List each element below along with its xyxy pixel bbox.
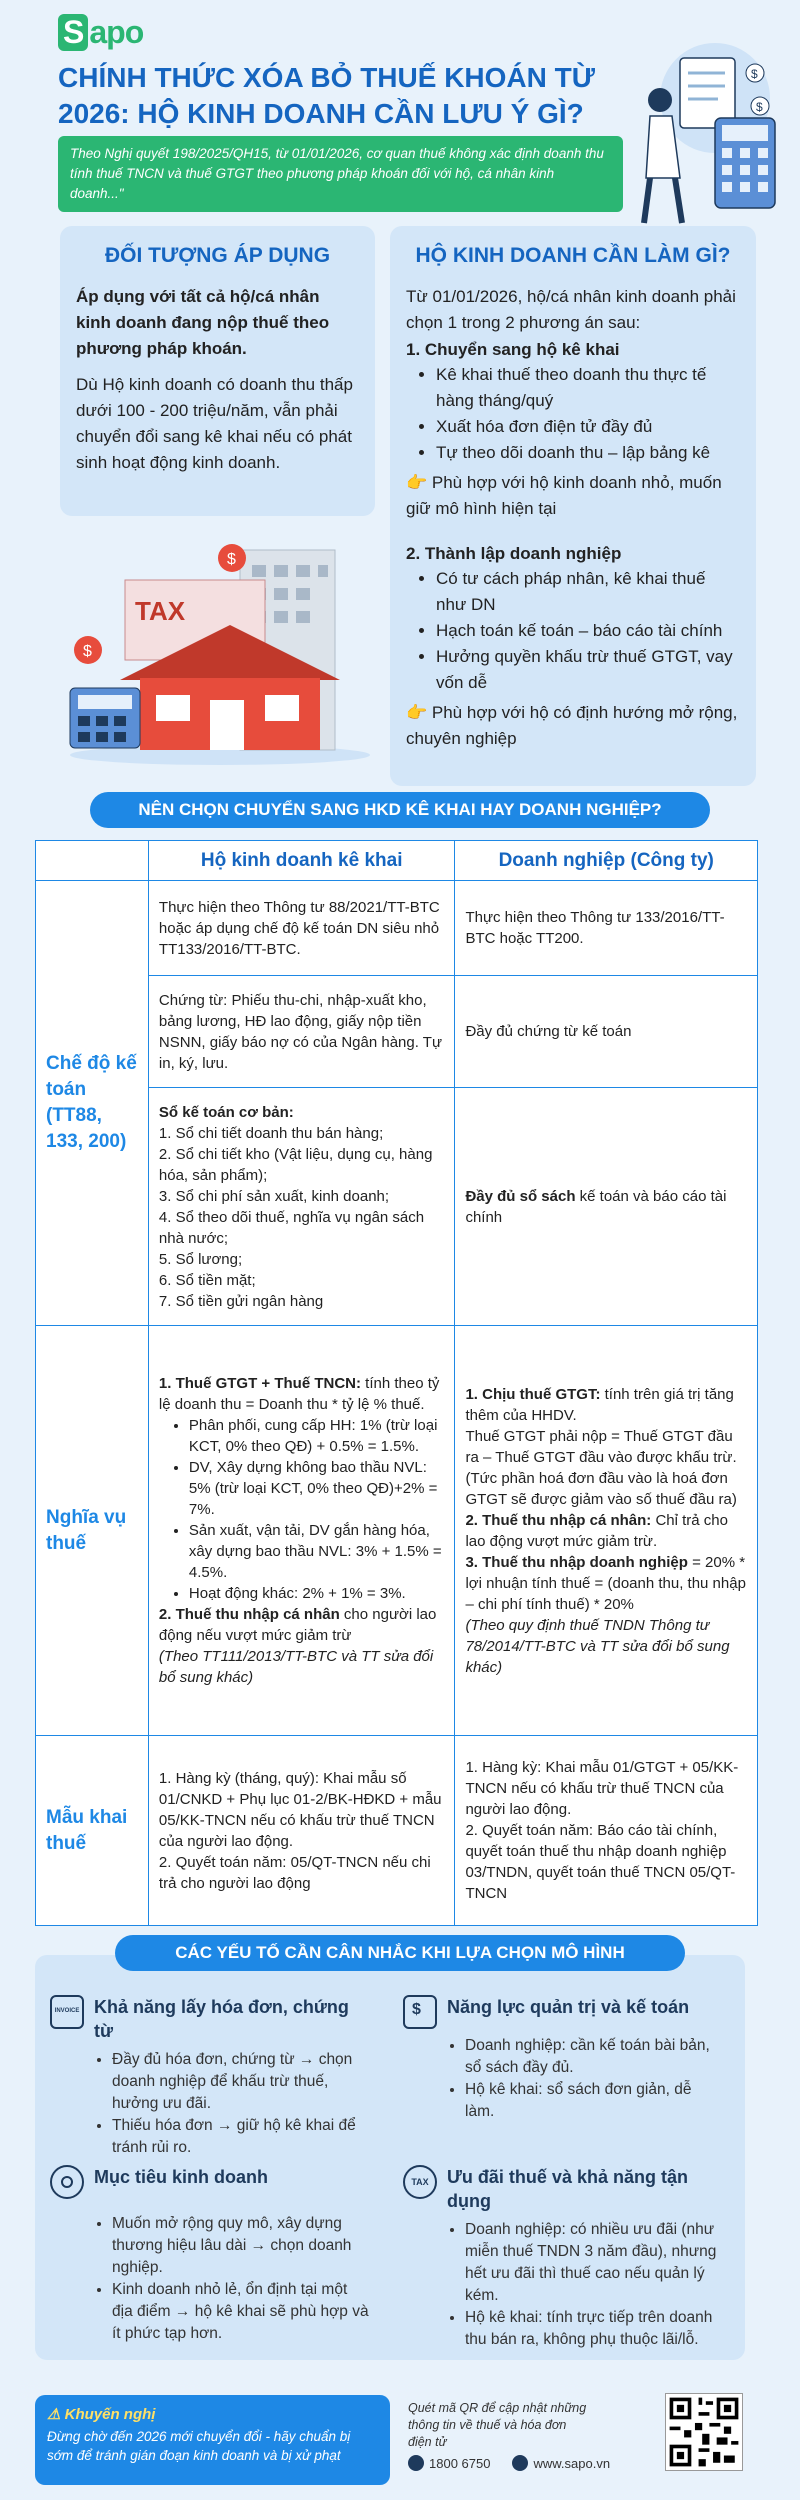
cell: [455, 1326, 758, 1736]
cell-bold: Đầy đủ sổ sách: [465, 1187, 576, 1205]
comparison-table: [35, 840, 758, 1926]
option1-list: [406, 362, 740, 466]
list-item: • Doanh nghiệp: có nhiều ưu đãi (như miễn thuế TNDN 3 năm đầu), nhưng hết ưu đãi thì thuế cao nếu quản lý kém.: [465, 2219, 723, 2307]
list-item: • Hạch toán kế toán – báo cáo tài chính: [436, 618, 740, 644]
target-icon: [50, 2165, 84, 2199]
cell: [148, 1326, 455, 1736]
invoice-icon: INVOICE: [50, 1995, 84, 2029]
list-item: 6. Sổ tiền mặt;: [158, 1271, 256, 1289]
list-item: 5. Sổ lương;: [158, 1250, 243, 1268]
cell-text: tính trên giá trị tăng thêm của HHDV.: [465, 1385, 734, 1424]
svg-text:$: $: [83, 643, 92, 660]
cell: Chứng từ: Phiếu thu-chi, nhập-xuất kho, bảng lương, HĐ lao động, giấy nộp tiền NSNN, giấy báo nợ có của Ngân hàng. Tự in, ký, lưu.: [148, 976, 455, 1088]
list-item: 7. Sổ tiền gửi ngân hàng: [158, 1292, 324, 1310]
list-item: 1. Sổ chi tiết doanh thu bán hàng;: [158, 1124, 384, 1142]
list-item: • Đầy đủ hóa đơn, chứng từ → chọn doanh nghiệp để khấu trừ thuế, hưởng ưu đãi.: [112, 2049, 370, 2115]
calculator-illustration: [620, 28, 780, 228]
list-item: • DV, Xây dựng không bao thầu NVL: 5% (trừ loại KCT, 0% theo QĐ)+2% = 7%.: [189, 1457, 445, 1520]
factor-title: Khả năng lấy hóa đơn, chứng từ: [94, 1997, 349, 2041]
list-item: • Doanh nghiệp: cần kế toán bài bản, sổ sách đầy đủ.: [465, 2035, 723, 2079]
svg-text:$: $: [756, 100, 763, 114]
list-item: • Muốn mở rộng quy mô, xây dựng thương hiệu lâu dài → chọn doanh nghiệp.: [112, 2213, 370, 2279]
sapo-logo-mark: S: [58, 14, 88, 51]
subjects-p2: Dù Hộ kinh doanh có doanh thu thấp dưới 100 - 200 triệu/năm, vẫn phải chuyển đổi sang kê khai nếu có phát sinh hoạt động kinh doanh.: [76, 375, 353, 472]
rate-list: [159, 1415, 445, 1604]
subjects-card: [60, 226, 375, 516]
cell-text: 1. Hàng kỳ: Khai mẫu 01/GTGT + 05/KK-TNCN nếu có khấu trừ thuế TNCN của người lao động.: [465, 1759, 739, 1818]
house-tax-illustration: [60, 540, 380, 770]
advice-text: Đừng chờ đến 2026 mới chuyển đổi - hãy chuẩn bị sớm để tránh gián đoạn kinh doanh và bị xử phạt: [47, 2429, 351, 2463]
cell: [148, 1088, 455, 1326]
list-item: 3. Sổ chi phí sản xuất, kinh doanh;: [158, 1187, 390, 1205]
subjects-title: ĐỐI TƯỢNG ÁP DỤNG: [104, 244, 331, 267]
list-item: • Kinh doanh nhỏ lẻ, ổn định tại một địa điểm → hộ kê khai sẽ phù hợp và ít phức tạp hơn.: [112, 2279, 370, 2345]
table-row: [36, 881, 758, 976]
cell: Đầy đủ chứng từ kế toán: [455, 976, 758, 1088]
cell-text: Thuế GTGT phải nộp = Thuế GTGT đầu ra – Thuế GTGT đầu vào được khấu trừ.: [465, 1427, 737, 1466]
cell-note: (Theo quy định thuế TNDN Thông tư 78/2014/TT-BTC và TT sửa đổi bổ sung khác): [465, 1616, 730, 1676]
row-label-accounting: Chế độ kế toán (TT88, 133, 200): [36, 881, 149, 1326]
header-hkd: Hộ kinh doanh kê khai: [148, 841, 455, 881]
list-item: • Thiếu hóa đơn → giữ hộ kê khai để tránh rủi ro.: [112, 2115, 370, 2159]
contact-info: [408, 2455, 610, 2471]
cell-text: (Tức phần hoá đơn đầu vào là hoá đơn GTGT sẽ được giảm vào số thuế đầu ra): [465, 1469, 737, 1508]
list-item: • Có tư cách pháp nhân, kê khai thuế như DN: [436, 566, 740, 618]
svg-text:TAX: TAX: [135, 596, 186, 626]
svg-text:$: $: [227, 551, 236, 568]
todo-card: [390, 226, 756, 786]
cell-text: 2. Quyết toán năm: 05/QT-TNCN nếu chi trả cho người lao động: [158, 1853, 431, 1892]
cell-bold: 1. Chịu thuế GTGT:: [465, 1385, 601, 1403]
factor-goal: [50, 2165, 370, 2345]
cell-text: 2. Quyết toán năm: Báo cáo tài chính, quyết toán thuế thu nhập doanh nghiệp 03/TNDN, quyết toán thuế TNCN 05/QT-TNCN: [465, 1822, 736, 1902]
todo-title: HỘ KINH DOANH CẦN LÀM GÌ?: [415, 244, 731, 267]
cell: Thực hiện theo Thông tư 88/2021/TT-BTC hoặc áp dụng chế độ kế toán DN siêu nhỏ TT133/2016/TT-BTC.: [148, 881, 455, 976]
list-item: • Xuất hóa đơn điện tử đầy đủ: [436, 414, 740, 440]
factors-banner: CÁC YẾU TỐ CẦN CÂN NHẮC KHI LỰA CHỌN MÔ HÌNH: [115, 1935, 685, 1971]
page-title: CHÍNH THỨC XÓA BỎ THUẾ KHOÁN TỪ 2026: HỘ KINH DOANH CẦN LƯU Ý GÌ?: [58, 62, 595, 129]
factor-incentive: [403, 2165, 723, 2351]
factor-management: [403, 1995, 723, 2123]
accounting-icon: $: [403, 1995, 437, 2029]
factor-title: Mục tiêu kinh doanh: [94, 2167, 268, 2187]
factors-panel: [35, 1955, 745, 2360]
cell-note: (Theo TT111/2013/TT-BTC và TT sửa đổi bổ sung khác): [158, 1648, 434, 1686]
cell-text: kế toán và báo cáo tài chính: [465, 1187, 727, 1226]
cell-text: 1. Hàng kỳ (tháng, quý): Khai mẫu số 01/CNKD + Phụ lục 01-2/BK-HĐKD + mẫu 05/KK-TNCN nếu có khấu trừ thuế TNCN của người lao động.: [158, 1769, 442, 1850]
cell-bold: 2. Thuế thu nhập cá nhân:: [465, 1511, 652, 1529]
phone-icon: [408, 2455, 424, 2471]
phone-number: 1800 6750: [429, 2456, 491, 2471]
sapo-logo: S apo: [58, 14, 143, 51]
list-item: • Sản xuất, vận tải, DV gắn hàng hóa, xây dựng bao thầu NVL: 3% + 1.5% = 4.5%.: [189, 1520, 445, 1583]
cell: Thực hiện theo Thông tư 133/2016/TT-BTC hoặc TT200.: [455, 881, 758, 976]
phone[interactable]: [408, 2455, 490, 2471]
list-item: • Hưởng quyền khấu trừ thuế GTGT, vay vốn dễ: [436, 644, 740, 696]
factor-title: Ưu đãi thuế và khả năng tận dụng: [447, 2167, 688, 2211]
advice-box: [35, 2395, 390, 2485]
svg-text:$: $: [751, 67, 758, 81]
list-item: 4. Sổ theo dõi thuế, nghĩa vụ ngân sách nhà nước;: [158, 1208, 425, 1247]
cell-bold: 1. Thuế GTGT + Thuế TNCN:: [158, 1375, 361, 1392]
qr-code[interactable]: [665, 2393, 743, 2471]
factor-invoice: [50, 1995, 370, 2159]
cell: [455, 1736, 758, 1926]
empty-header-cell: [36, 841, 149, 881]
list-item: • Hoạt động khác: 2% + 1% = 3%.: [189, 1583, 445, 1604]
cell-title: Sổ kế toán cơ bản:: [158, 1103, 294, 1121]
cell-text: Chỉ trả cho lao động vượt mức giảm trừ.: [465, 1511, 728, 1550]
qr-caption: Quét mã QR để cập nhật những thông tin về thuế và hóa đơn điện tử: [408, 2401, 587, 2449]
table-header-row: [36, 841, 758, 881]
header-dn: Doanh nghiệp (Công ty): [455, 841, 758, 881]
cell-text: = 20% * lợi nhuận tính thuế = (doanh thu, thu nhập – chi phí tính thuế) * 20%: [465, 1553, 746, 1613]
table-row: [36, 1736, 758, 1926]
row-label-forms: Mẫu khai thuế: [36, 1736, 149, 1926]
cell: [455, 1088, 758, 1326]
website-link: www.sapo.vn: [533, 2456, 611, 2471]
list-item: 2. Sổ chi tiết kho (Vật liệu, dụng cụ, hàng hóa, sản phẩm);: [158, 1145, 433, 1184]
cell-text: cho người lao động nếu vượt mức giảm trừ: [158, 1606, 437, 1644]
row-label-tax: Nghĩa vụ thuế: [36, 1326, 149, 1736]
subjects-p1: Áp dụng với tất cả hộ/cá nhân kinh doanh đang nộp thuế theo phương pháp khoán.: [76, 287, 330, 358]
cell: [148, 1736, 455, 1926]
list-item: • Tự theo dõi doanh thu – lập bảng kê: [436, 440, 740, 466]
option2-list: [406, 566, 740, 696]
advice-title: ⚠ Khuyến nghị: [47, 2406, 156, 2423]
cell-bold: 3. Thuế thu nhập doanh nghiệp: [465, 1553, 688, 1571]
list-item: • Kê khai thuế theo doanh thu thực tế hàng tháng/quý: [436, 362, 740, 414]
factor-title: Năng lực quản trị và kế toán: [447, 1997, 690, 2017]
intro-text: Theo Nghị quyết 198/2025/QH15, từ 01/01/2026, cơ quan thuế không xác định doanh thu tính thuế TNCN và thuế GTGT theo phương pháp khoán đối với hộ, cá nhân kinh doanh...": [58, 136, 623, 212]
tax-icon: TAX: [403, 2165, 437, 2199]
option1-note: 👉 Phù hợp với hộ kinh doanh nhỏ, muốn giữ mô hình hiện tại: [406, 473, 722, 518]
option2-title: 2. Thành lập doanh nghiệp: [406, 544, 622, 563]
website[interactable]: [512, 2455, 610, 2471]
cell-bold: 2. Thuế thu nhập cá nhân: [158, 1606, 340, 1623]
option2-note: 👉 Phù hợp với hộ có định hướng mở rộng, chuyên nghiệp: [406, 703, 738, 748]
list-item: • Phân phối, cung cấp HH: 1% (trừ loại KCT, 0% theo QĐ) + 0.5% = 1.5%.: [189, 1415, 445, 1457]
table-row: [36, 1326, 758, 1736]
todo-lead: Từ 01/01/2026, hộ/cá nhân kinh doanh phải chọn 1 trong 2 phương án sau:: [406, 287, 736, 332]
option1-title: 1. Chuyển sang hộ kê khai: [406, 340, 620, 359]
compare-banner: NÊN CHỌN CHUYỂN SANG HKD KÊ KHAI HAY DOANH NGHIỆP?: [90, 792, 710, 828]
list-item: • Hộ kê khai: sổ sách đơn giản, dễ làm.: [465, 2079, 723, 2123]
globe-icon: [512, 2455, 528, 2471]
cell-text: tính theo tỷ lệ doanh thu = Doanh thu * tỷ lệ % thuế.: [158, 1375, 440, 1413]
list-item: • Hộ kê khai: tính trực tiếp trên doanh thu bán ra, không phụ thuộc lãi/lỗ.: [465, 2307, 723, 2351]
